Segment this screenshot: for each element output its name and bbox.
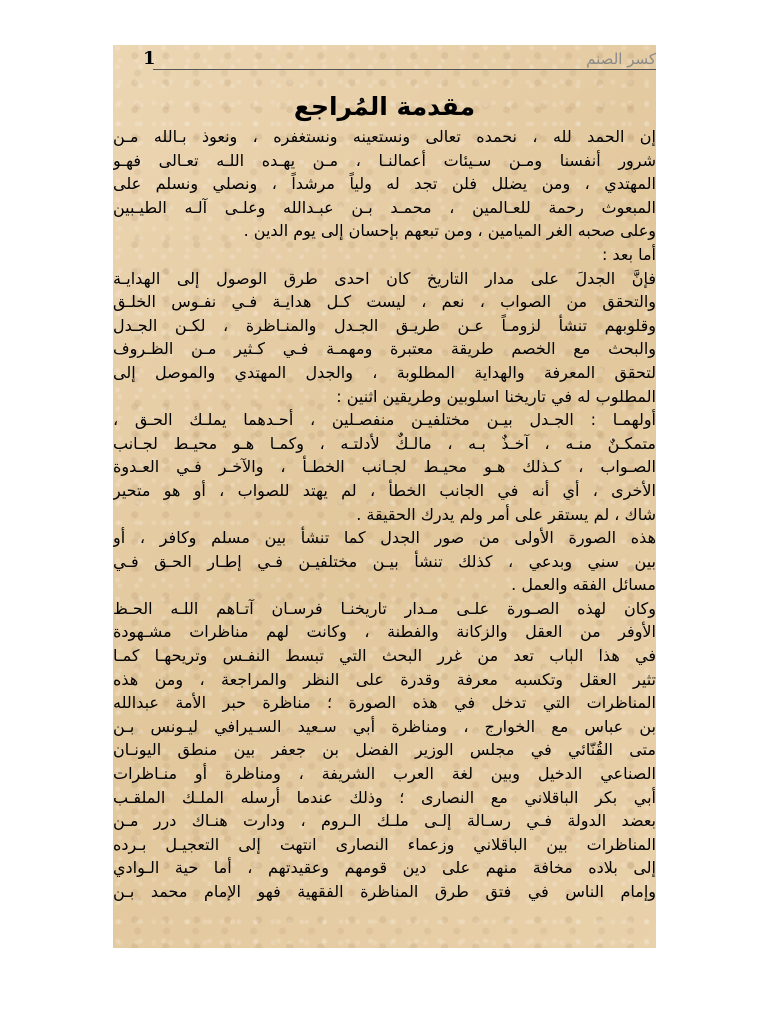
text-line: وقلوبهم تنشأ لزومـاً عـن طريـق الجـدل والمنـاظرة ، لكـن الجـدل — [113, 315, 656, 335]
text-line: وإمام الناس في فتق طرق المناظرة الفقهية فهو الإمام محمد بـن — [113, 882, 656, 901]
text-line: بن عباس مع الخوارج ، ومناظرة أبي سـعيد السـيرافي ليـونس بـن — [113, 716, 656, 736]
text-line: في هذا الباب تعد من غرر البحث التي تبسط النفـس وتريحهـا كمـا — [113, 646, 656, 666]
section-title: مقدمة المُراجع — [293, 92, 476, 121]
text-line: إلى بلاده مخافة منهم على دين قومهم وعقيدتهم ، أما حية الـوادي — [113, 858, 656, 878]
text-line: والبحث مع الخصم طريقة معتبرة ومهمـة فـي كـثير مـن الظـروف — [113, 339, 656, 359]
text-line: المبعوث رحمة للعـالمين ، محمـد بـن عبـدالله وعلـى آلـه الطيـبين — [113, 197, 656, 217]
text-line: وكان لهذه الصـورة علـى مـدار تاريخنـا فرسـان آتـاهم اللـه الحـظ — [113, 598, 656, 618]
text-line: المهتدي ، ومن يضلل فلن تجد له ولياً مرشداً ، ونصلي ونسلم على — [113, 174, 656, 194]
text-line: وعلى صحبه الغر الميامين ، ومن تبعهم بإحسان إلى يوم الدين . — [243, 221, 656, 241]
text-line: أما بعد : — [601, 244, 656, 264]
body-text — [113, 125, 656, 904]
text-line: شاك ، لم يستقر على أمر ولم يدرك الحقيقة . — [356, 504, 656, 524]
text-line: الأوفر من العقل والزكانة والفطنة ، وكانت لهم مناظرات مشـهودة — [113, 622, 656, 642]
document-page — [113, 45, 656, 948]
text-line: بين سني وبدعي ، كذلك تنشأ بيـن مختلفيـن فـي إطـار الحـق فـي — [113, 551, 656, 571]
text-line: الصـواب ، كـذلك هـو محيـط لجـانب الخطـأ ، والآخـر فـي العـدوة — [113, 457, 656, 477]
text-line: شرور أنفسنا ومـن سـيئات أعمالنـا ، مـن يهـده اللـه تعـالى فهـو — [113, 150, 656, 170]
text-line: لتحقق المعرفة والهداية المطلوبة ، والجدل المهتدي والموصل إلى — [113, 362, 656, 382]
text-line: مسائل الفقه والعمل . — [511, 575, 656, 595]
text-line: متى القُنّائي في مجلس الوزير الفضل بن جعفر بين منطق اليونـان — [113, 740, 656, 760]
text-line: هذه الصورة الأولى من صور الجدل كما تنشأ بين مسلم وكافر ، أو — [113, 528, 656, 548]
text-line: فإنَّ الجدلَ على مدار التاريخ كان احدى طرق الوصول إلى الهدايـة — [113, 268, 656, 288]
header-page-number: 1 — [143, 48, 156, 69]
text-line: المطلوب له في تاريخنا اسلوبين وطريقين اثنين : — [336, 386, 656, 406]
text-line: أبي بكر الباقلاني مع النصارى ؛ وذلك عندما أرسله الملـك الملقـب — [113, 787, 656, 807]
text-line: متمكـنٌ منـه ، آخـذٌ بـه ، مالـكٌ لأدلتـه ، وكمـا هـو محيـط لجـانب — [113, 433, 656, 453]
text-line: الأخرى ، أي أنه في الجانب الخطأ ، لم يهتد للصواب ، أو هو متحير — [113, 480, 656, 500]
text-line: المناظرات بين الباقلاني وزعماء النصارى انتهت إلى التعجيـل بـرده — [113, 834, 656, 854]
text-line: المناظرات التي تدخل في هذه الصورة ؛ مناظرة حبر الأمة عبدالله — [113, 693, 656, 713]
header-rule — [153, 69, 656, 70]
page-header — [113, 45, 656, 71]
text-line: الصناعي الدخيل وبين لغة العرب الشريفة ، ومناظرة أو منـاظرات — [113, 764, 656, 784]
text-line: إن الحمد لله ، نحمده تعالى ونستعينه ونستغفره ، ونعوذ بـالله مـن — [113, 127, 656, 146]
text-line: بعضد الدولة فـي رسـالة إلـى ملـك الـروم ، ودارت هنـاك درر مـن — [113, 811, 656, 831]
text-line: تثير العقل وتكسبه معرفة وقدرة على النظر والمراجعة ، ومن هذه — [113, 669, 656, 689]
text-line: والتحقق من الصواب ، نعم ، ليست كـل هدايـة فـي نفـوس الخلـق — [113, 292, 656, 312]
header-book-title: كسر الصنم — [586, 50, 656, 68]
text-line: أولهمـا : الجـدل بيـن مختلفيـن منفصـلين ، أحـدهما يملـك الحـق ، — [113, 410, 656, 430]
